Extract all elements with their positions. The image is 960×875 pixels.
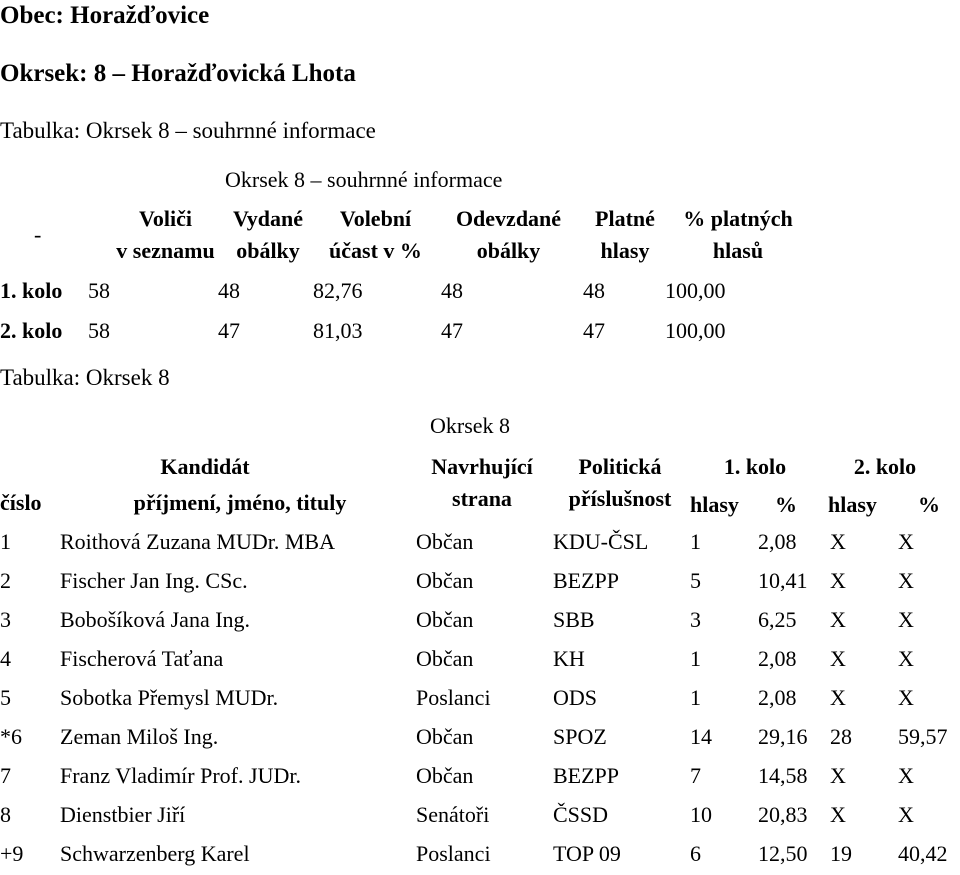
- header-hlasy-2: hlasy: [828, 492, 877, 517]
- candidate-cell-cislo: 2: [0, 568, 11, 593]
- candidate-cell-cislo: 1: [0, 529, 11, 554]
- header-navrh-1: Navrhující: [431, 454, 533, 479]
- candidate-cell-polit: SBB: [553, 607, 595, 632]
- candidate-cell-h2: X: [830, 685, 846, 710]
- candidate-cell-polit: KDU-ČSL: [553, 529, 649, 554]
- header-kandidat-sub: příjmení, jméno, tituly: [133, 490, 347, 515]
- candidate-cell-cislo: *6: [0, 724, 22, 749]
- candidate-cell-p2: X: [898, 646, 914, 671]
- candidate-cell-polit: SPOZ: [553, 724, 607, 749]
- candidate-cell-h2: X: [830, 607, 846, 632]
- candidate-cell-p1: 6,25: [758, 607, 797, 632]
- summary-cell: 81,03: [313, 318, 363, 343]
- candidate-cell-h1: 1: [690, 646, 701, 671]
- candidate-cell-h1: 14: [690, 724, 712, 749]
- candidate-cell-h1: 6: [690, 841, 701, 866]
- obec-heading: Obec: Horažďovice: [0, 2, 210, 29]
- candidate-cell-h1: 7: [690, 763, 701, 788]
- summary-col-header: účast v %: [329, 238, 422, 263]
- candidate-cell-polit: BEZPP: [553, 763, 620, 788]
- summary-col-header: obálky: [476, 238, 541, 263]
- candidate-cell-h1: 10: [690, 802, 712, 827]
- candidate-cell-polit: ODS: [553, 685, 598, 710]
- candidate-cell-h1: 5: [690, 568, 701, 593]
- candidate-cell-navrh: Občan: [416, 607, 474, 632]
- summary-cell: 48: [583, 278, 605, 303]
- summary-cell: 48: [441, 278, 463, 303]
- candidate-cell-cislo: 8: [0, 802, 11, 827]
- candidate-cell-polit: BEZPP: [553, 568, 620, 593]
- candidate-cell-p1: 2,08: [758, 529, 797, 554]
- candidates-title: Okrsek 8: [430, 413, 511, 438]
- candidate-cell-h2: X: [830, 802, 846, 827]
- header-cislo: číslo: [0, 490, 42, 515]
- header-polit-1: Politická: [578, 454, 662, 479]
- candidate-cell-p1: 2,08: [758, 646, 797, 671]
- candidate-cell-p1: 14,58: [758, 763, 808, 788]
- candidate-cell-navrh: Senátoři: [416, 802, 490, 827]
- candidate-cell-jmeno: Fischerová Taťana: [60, 646, 224, 671]
- candidate-cell-p2: X: [898, 802, 914, 827]
- summary-col-header: Volební: [339, 206, 412, 231]
- candidate-cell-polit: KH: [553, 646, 585, 671]
- candidate-cell-navrh: Občan: [416, 724, 474, 749]
- summary-row-label: 1. kolo: [0, 278, 63, 303]
- header-polit-2: příslušnost: [568, 486, 672, 511]
- summary-cell: 47: [583, 318, 605, 343]
- candidate-cell-cislo: 5: [0, 685, 11, 710]
- candidate-cell-jmeno: Bobošíková Jana Ing.: [60, 607, 251, 632]
- candidate-cell-cislo: 7: [0, 763, 11, 788]
- candidate-cell-cislo: 4: [0, 646, 11, 671]
- candidate-cell-p1: 29,16: [758, 724, 808, 749]
- okrsek-heading: Okrsek: 8 – Horažďovická Lhota: [0, 60, 356, 87]
- header-hlasy-1: hlasy: [690, 492, 739, 517]
- candidate-cell-h1: 3: [690, 607, 701, 632]
- candidate-cell-jmeno: Dienstbier Jiří: [60, 802, 186, 827]
- candidate-cell-polit: TOP 09: [553, 841, 621, 866]
- candidate-cell-jmeno: Fischer Jan Ing. CSc.: [60, 568, 248, 593]
- candidate-cell-p2: X: [898, 529, 914, 554]
- summary-cell: 100,00: [665, 318, 726, 343]
- candidate-cell-navrh: Občan: [416, 763, 474, 788]
- candidate-cell-jmeno: Franz Vladimír Prof. JUDr.: [60, 763, 301, 788]
- header-pct-2: %: [918, 492, 940, 517]
- candidate-cell-navrh: Poslanci: [416, 685, 491, 710]
- candidate-cell-h2: X: [830, 763, 846, 788]
- header-kolo2: 2. kolo: [853, 454, 917, 479]
- candidate-cell-h2: X: [830, 568, 846, 593]
- candidate-cell-h1: 1: [690, 685, 701, 710]
- candidate-cell-jmeno: Roithová Zuzana MUDr. MBA: [60, 529, 335, 554]
- summary-corner: -: [34, 222, 42, 247]
- table1-caption: Tabulka: Okrsek 8 – souhrnné informace: [0, 118, 376, 143]
- summary-col-header: Voliči: [139, 206, 192, 231]
- candidate-cell-p1: 20,83: [758, 802, 808, 827]
- candidate-cell-p1: 2,08: [758, 685, 797, 710]
- candidate-cell-p2: X: [898, 568, 914, 593]
- candidate-cell-p2: 59,57: [898, 724, 948, 749]
- summary-col-header: % platných: [683, 206, 793, 231]
- summary-col-header: hlasů: [712, 238, 764, 263]
- header-kolo1: 1. kolo: [723, 454, 787, 479]
- candidate-cell-p2: X: [898, 607, 914, 632]
- table2-caption: Tabulka: Okrsek 8: [0, 365, 170, 390]
- candidate-cell-h2: 28: [830, 724, 852, 749]
- candidate-cell-p2: 40,42: [898, 841, 948, 866]
- candidate-cell-cislo: 3: [0, 607, 11, 632]
- candidate-cell-p1: 12,50: [758, 841, 808, 866]
- candidate-cell-navrh: Občan: [416, 529, 474, 554]
- candidate-cell-cislo: +9: [0, 841, 24, 866]
- summary-cell: 58: [88, 278, 110, 303]
- summary-cell: 58: [88, 318, 110, 343]
- header-kandidat: Kandidát: [160, 454, 250, 479]
- candidate-cell-navrh: Občan: [416, 646, 474, 671]
- candidate-cell-jmeno: Schwarzenberg Karel: [60, 841, 250, 866]
- candidate-cell-navrh: Občan: [416, 568, 474, 593]
- summary-col-header: Odevzdané: [455, 206, 562, 231]
- candidate-cell-h1: 1: [690, 529, 701, 554]
- summary-title: Okrsek 8 – souhrnné informace: [225, 167, 503, 192]
- candidate-cell-p2: X: [898, 685, 914, 710]
- header-pct-1: %: [775, 492, 797, 517]
- summary-cell: 47: [218, 318, 240, 343]
- candidate-cell-p2: X: [898, 763, 914, 788]
- summary-col-header: hlasy: [600, 238, 650, 263]
- candidate-cell-h2: X: [830, 646, 846, 671]
- summary-row-label: 2. kolo: [0, 318, 63, 343]
- summary-cell: 82,76: [313, 278, 363, 303]
- candidate-cell-polit: ČSSD: [553, 802, 609, 827]
- candidate-cell-h2: X: [830, 529, 846, 554]
- candidate-cell-h2: 19: [830, 841, 852, 866]
- summary-col-header: Platné: [595, 206, 655, 231]
- summary-cell: 48: [218, 278, 240, 303]
- summary-col-header: Vydané: [232, 206, 304, 231]
- candidate-cell-navrh: Poslanci: [416, 841, 491, 866]
- header-navrh-2: strana: [452, 486, 512, 511]
- candidate-cell-jmeno: Zeman Miloš Ing.: [60, 724, 219, 749]
- summary-cell: 100,00: [665, 278, 726, 303]
- summary-cell: 47: [441, 318, 463, 343]
- summary-col-header: v seznamu: [116, 238, 215, 263]
- candidate-cell-p1: 10,41: [758, 568, 808, 593]
- summary-col-header: obálky: [236, 238, 300, 263]
- candidate-cell-jmeno: Sobotka Přemysl MUDr.: [60, 685, 279, 710]
